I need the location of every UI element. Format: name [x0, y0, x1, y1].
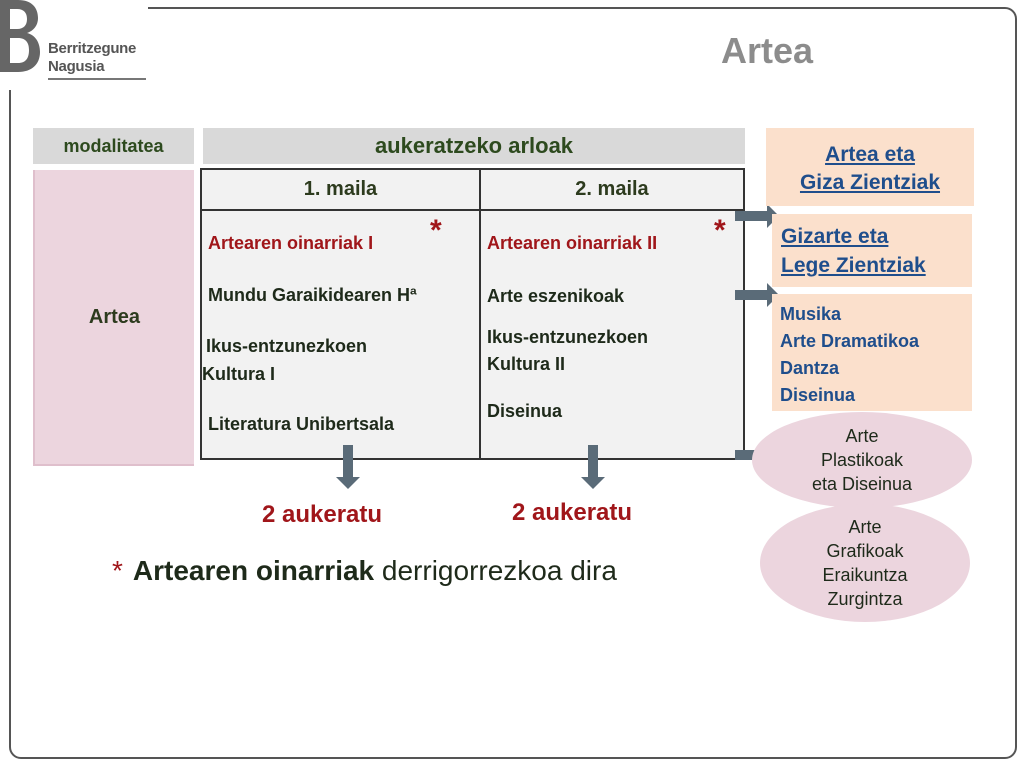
footnote-rest: derrigorrezkoa dira [381, 555, 617, 586]
destination-3-line1: Musika [780, 304, 842, 324]
page-title: Artea [720, 30, 814, 71]
destination-musika-group [772, 294, 972, 411]
arrow-down-1-icon [340, 445, 356, 491]
destination-arte-grafikoak [760, 504, 970, 622]
destination-artea-giza-zientziak[interactable] [766, 128, 974, 206]
subject-kultura-1: Kultura I [202, 364, 276, 384]
ellipse-2-line2: Grafikoak [826, 541, 904, 561]
modality-artea: Artea [33, 170, 194, 466]
ellipse-2-line1: Arte [848, 517, 882, 537]
arrow-down-2-icon [585, 445, 601, 491]
destination-3-line3: Dantza [780, 358, 840, 378]
subject-literatura-unibertsala: Literatura Unibertsala [208, 414, 395, 434]
subjects-table [200, 168, 745, 460]
subject-artearen-oinarriak-2: Artearen oinarriak II [487, 233, 658, 253]
subject-ikus-entzunezkoen-2: Ikus-entzunezkoen [487, 327, 649, 347]
column-header-1: 1. maila [303, 178, 378, 200]
logo-line1: Berritzegune [48, 40, 137, 57]
logo-underline [48, 78, 146, 80]
table-divider-vertical [479, 170, 481, 458]
header-aukeratzeko: aukeratzeko arloak [203, 128, 745, 164]
header-modalitatea: modalitatea [33, 128, 194, 164]
logo-b-icon [0, 0, 40, 72]
subject-ikus-entzunezkoen-1: Ikus-entzunezkoen [206, 336, 368, 356]
destination-1-line2: Giza Zientziak [799, 171, 941, 194]
destination-3-line4: Diseinua [780, 385, 856, 405]
footnote [112, 555, 617, 587]
required-star-1: * [430, 214, 442, 247]
footnote-bold: Artearen oinarriak [132, 555, 375, 586]
logo-line2: Nagusia [48, 58, 105, 75]
ellipse-1-line2: Plastikoak [820, 450, 904, 470]
ellipse-2-line4: Zurgintza [827, 589, 903, 609]
destination-1-line1: Artea eta [825, 143, 915, 166]
subject-mundu-garaikidearen: Mundu Garaikidearen Hª [208, 285, 417, 305]
column-header-2: 2. maila [575, 178, 649, 200]
logo [0, 0, 148, 90]
footnote-star: * [112, 555, 123, 586]
subject-kultura-2: Kultura II [487, 354, 566, 374]
destination-arte-plastikoak [752, 412, 972, 508]
table-divider-horizontal [202, 209, 743, 211]
destination-2-line1: Gizarte eta [781, 225, 889, 248]
subject-arte-eszenikoak: Arte eszenikoak [487, 286, 625, 306]
required-star-2: * [714, 214, 726, 247]
ellipse-2-line3: Eraikuntza [822, 565, 908, 585]
destination-gizarte-lege-zientziak[interactable] [772, 214, 972, 287]
subject-diseinua: Diseinua [487, 401, 563, 421]
destination-3-line2: Arte Dramatikoa [780, 331, 920, 351]
choose-label-2: 2 aukeratu [512, 499, 633, 526]
choose-label-1: 2 aukeratu [262, 501, 383, 528]
destination-2-line2: Lege Zientziak [781, 254, 926, 277]
ellipse-1-line1: Arte [845, 426, 879, 446]
subject-artearen-oinarriak-1: Artearen oinarriak I [208, 233, 374, 253]
ellipse-1-line3: eta Diseinua [811, 474, 913, 494]
